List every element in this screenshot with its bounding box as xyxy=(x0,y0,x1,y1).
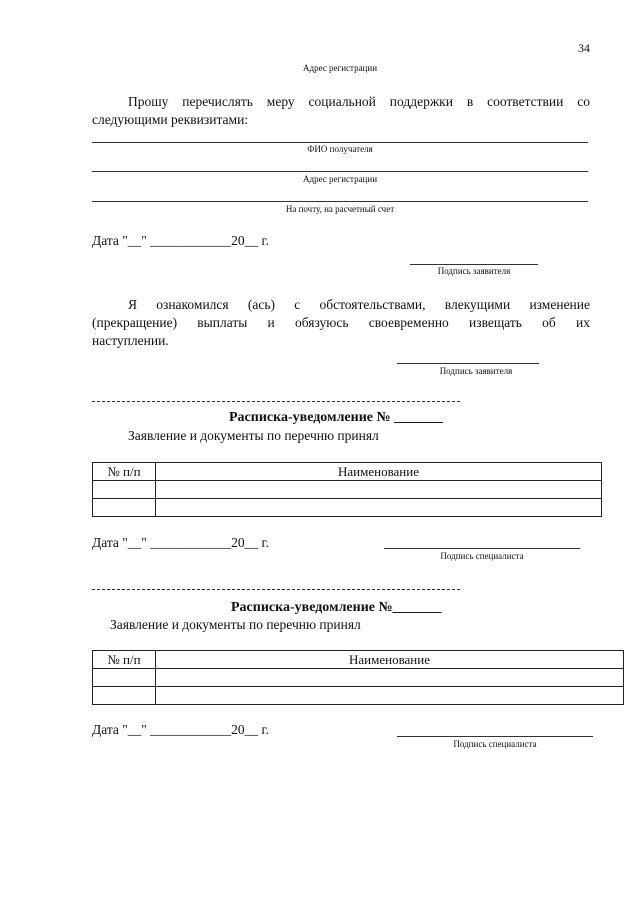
ack-line-2: (прекращение) выплаты и обязуюсь своевременно извещать об их xyxy=(92,315,590,330)
request-date: Дата "__" ____________20__ г. xyxy=(92,233,269,248)
cut-line-2 xyxy=(92,589,460,590)
payment-line xyxy=(92,201,588,202)
receipt-2-date: Дата "__" ____________20__ г. xyxy=(92,722,269,737)
receipt-2-signature-label: Подпись специалиста xyxy=(453,739,537,749)
ack-signature-label: Подпись заявителя xyxy=(439,366,513,376)
request-signature-line xyxy=(410,264,538,265)
request-signature-label: Подпись заявителя xyxy=(437,266,511,276)
receipt-2-table xyxy=(92,650,624,705)
col-name-header: Наименование xyxy=(156,463,602,481)
table-row xyxy=(93,669,624,687)
receipt-2-subtitle: Заявление и документы по перечню принял xyxy=(110,617,361,632)
receipt-1-table xyxy=(92,462,602,517)
receipt-1-date: Дата "__" ____________20__ г. xyxy=(92,535,269,550)
ack-signature-line xyxy=(397,363,539,364)
table-row xyxy=(93,499,602,517)
table-row xyxy=(93,687,624,705)
receipt-1-subtitle: Заявление и документы по перечню принял xyxy=(128,428,379,443)
table-header-row xyxy=(93,651,624,669)
col-num-header: № п/п xyxy=(93,651,156,669)
receipt-1-signature-line xyxy=(384,548,580,549)
receipt-2-signature-line xyxy=(397,736,593,737)
request-line-1: Прошу перечислять меру социальной поддержки в соответствии со xyxy=(128,94,590,109)
request-line-2: следующими реквизитами: xyxy=(92,112,249,127)
address-line xyxy=(92,171,588,172)
cut-line-1 xyxy=(92,401,460,402)
ack-line-3: наступлении. xyxy=(92,333,169,348)
page-number: 34 xyxy=(578,41,590,55)
receipt-2-title: Расписка-уведомление №_______ xyxy=(231,600,442,615)
fio-line xyxy=(92,142,588,143)
ack-line-1: Я ознакомился (ась) с обстоятельствами, влекущими изменение xyxy=(128,297,590,312)
table-header-row xyxy=(93,463,602,481)
receipt-1-signature-label: Подпись специалиста xyxy=(440,551,524,561)
col-num-header: № п/п xyxy=(93,463,156,481)
address-label: Адрес регистрации xyxy=(302,174,378,184)
receipt-1-title: Расписка-уведомление № _______ xyxy=(229,410,444,425)
fio-label: ФИО получателя xyxy=(307,144,373,154)
col-name-header: Наименование xyxy=(156,651,624,669)
request-paragraph xyxy=(92,93,590,129)
reg-address-label: Адрес регистрации xyxy=(302,63,378,73)
payment-label: На почту, на расчетный счет xyxy=(285,204,395,214)
acknowledgement-paragraph xyxy=(92,296,590,350)
table-row xyxy=(93,481,602,499)
